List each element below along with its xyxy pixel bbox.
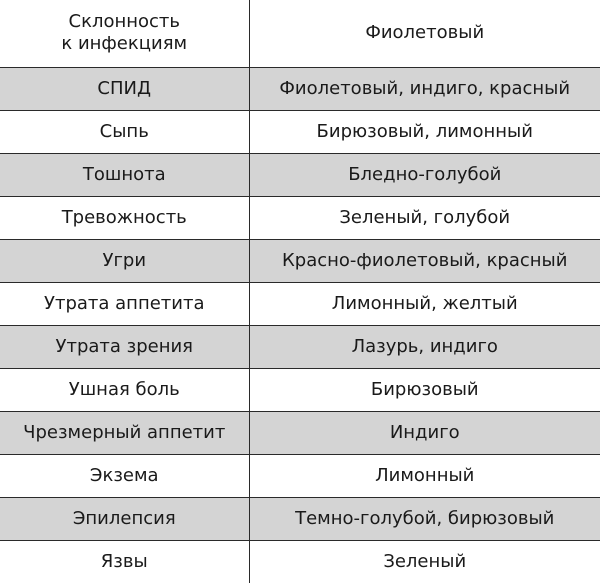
color-cell: Красно-фиолетовый, красный [249, 239, 600, 282]
table-row [0, 368, 600, 411]
color-cell: Темно-голубой, бирюзовый [249, 497, 600, 540]
table-body [0, 67, 600, 583]
table-row [0, 239, 600, 282]
header-row [0, 0, 600, 67]
table-row [0, 325, 600, 368]
table-row [0, 196, 600, 239]
condition-cell: Утрата аппетита [0, 282, 249, 325]
condition-cell: Сыпь [0, 110, 249, 153]
table-row [0, 540, 600, 583]
color-cell: Бледно-голубой [249, 153, 600, 196]
condition-cell: Чрезмерный аппетит [0, 411, 249, 454]
color-cell: Лимонный, желтый [249, 282, 600, 325]
color-cell: Индиго [249, 411, 600, 454]
color-cell: Лазурь, индиго [249, 325, 600, 368]
table-row [0, 282, 600, 325]
table-row [0, 497, 600, 540]
color-cell: Бирюзовый, лимонный [249, 110, 600, 153]
table-row [0, 67, 600, 110]
header-condition-cell [0, 0, 249, 67]
table-header [0, 0, 600, 67]
table-row [0, 153, 600, 196]
condition-cell: Тошнота [0, 153, 249, 196]
color-cell: Зеленый [383, 550, 467, 572]
header-color-cell: Фиолетовый [249, 0, 600, 67]
condition-cell: СПИД [0, 67, 249, 110]
color-cell: Бирюзовый [249, 368, 600, 411]
header-condition-line2: к инфекциям [61, 33, 188, 55]
condition-cell: Тревожность [0, 196, 249, 239]
table-row [0, 411, 600, 454]
table-row [0, 454, 600, 497]
color-cell: Фиолетовый, индиго, красный [249, 67, 600, 110]
color-cell: Лимонный [249, 454, 600, 497]
header-condition-line1: Склонность [68, 11, 180, 33]
condition-cell: Эпилепсия [0, 497, 249, 540]
condition-cell: Экзема [0, 454, 249, 497]
condition-cell: Язвы [0, 540, 249, 583]
color-cell: Зеленый, голубой [249, 196, 600, 239]
table-row [0, 110, 600, 153]
condition-cell: Ушная боль [0, 368, 249, 411]
condition-cell: Утрата зрения [0, 325, 249, 368]
condition-cell: Угри [0, 239, 249, 282]
